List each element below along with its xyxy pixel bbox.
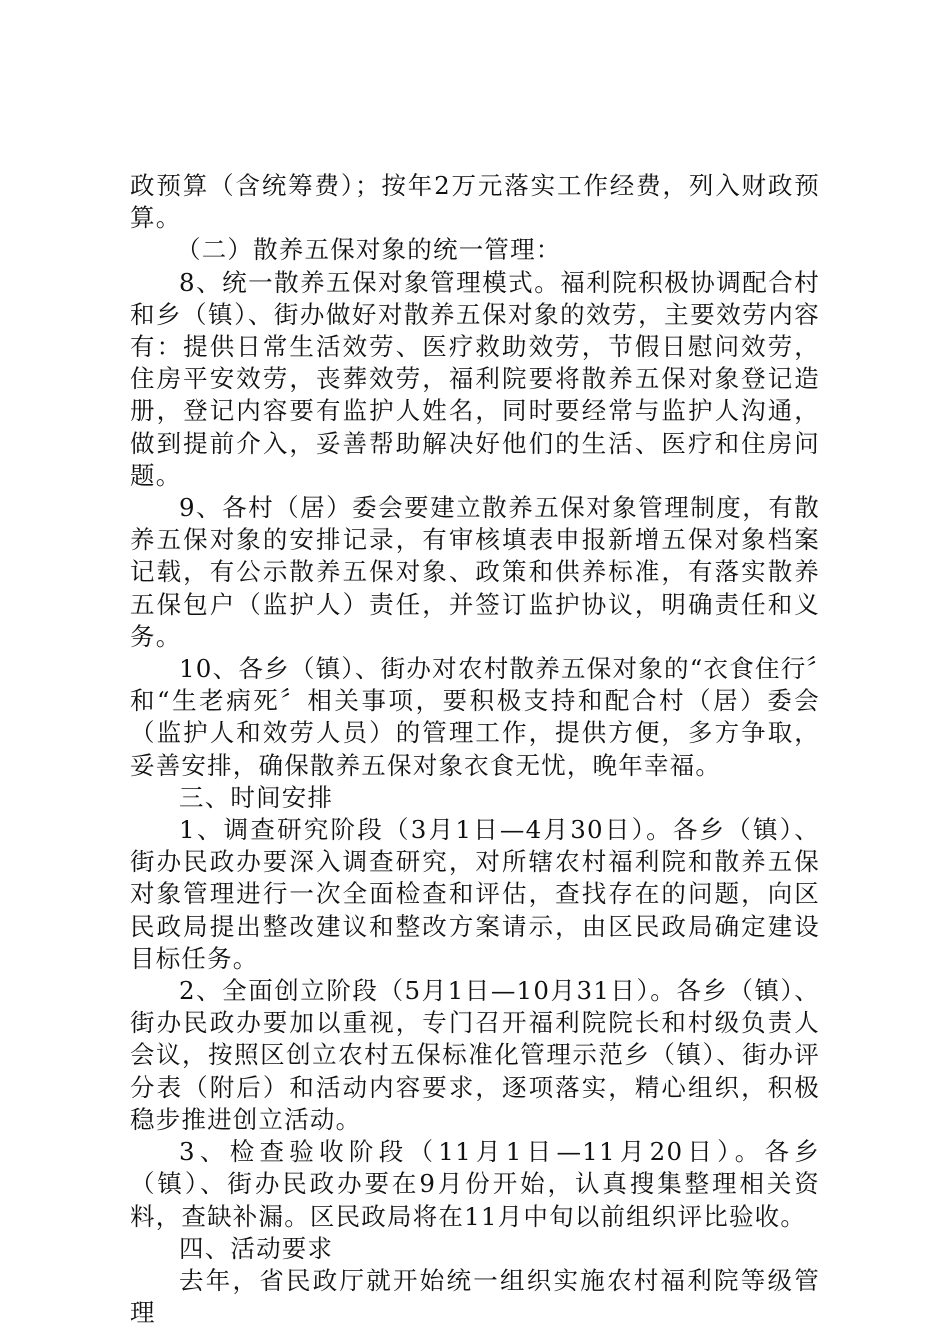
paragraph-item-10: 10、各乡（镇）、街办对农村散养五保对象的“衣食住行〞和“生老病死〞相关事项，要积极支持和配合村（居）委会（监护人和效劳人员）的管理工作，提供方便，多方争取，妥善安排，确保散养五保对象衣食无忧，晚年幸福。 xyxy=(130,654,820,780)
paragraph-requirements-intro: 去年，省民政厅就开始统一组织实施农村福利院等级管理 xyxy=(130,1265,820,1328)
paragraph-item-9: 9、各村（居）委会要建立散养五保对象管理制度，有散养五保对象的安排记录，有审核填表申报新增五保对象档案记载，有公示散养五保对象、政策和供养标准，有落实散养五保包户（监护人）责任，并签订监护协议，明确责任和义务。 xyxy=(130,493,820,651)
section-heading-scattered-management: （二）散养五保对象的统一管理： xyxy=(176,235,562,265)
paragraph-stage-3: 3、检查验收阶段（11月1日—11月20日）。各乡（镇）、街办民政办要在9月份开始，认真搜集整理相关资料，查缺补漏。区民政局将在11月中旬以前组织评比验收。 xyxy=(130,1137,820,1231)
document-body xyxy=(130,170,820,1329)
paragraph-item-8: 8、统一散养五保对象管理模式。福利院积极协调配合村和乡（镇）、街办做好对散养五保对象的效劳，主要效劳内容有：提供日常生活效劳、医疗救助效劳，节假日慰问效劳，住房平安效劳，丧葬效劳，福利院要将散养五保对象登记造册，登记内容要有监护人姓名，同时要经常与监护人沟通，做到提前介入，妥善帮助解决好他们的生活、医疗和住房问题。 xyxy=(130,267,820,490)
paragraph-budget-continuation: 政预算（含统筹费）；按年2万元落实工作经费，列入财政预算。 xyxy=(130,171,820,233)
section-heading-time-schedule: 三、时间安排 xyxy=(179,782,334,812)
paragraph-stage-1: 1、调查研究阶段（3月1日—4月30日）。各乡（镇）、街办民政办要深入调查研究，对所辖农村福利院和散养五保对象管理进行一次全面检查和评估，查找存在的问题，向区民政局提出整改建议和整改方案请示，由区民政局确定建设目标任务。 xyxy=(130,815,820,973)
section-heading-requirements: 四、活动要求 xyxy=(179,1233,334,1263)
paragraph-stage-2: 2、全面创立阶段（5月1日—10月31日）。各乡（镇）、街办民政办要加以重视，专门召开福利院院长和村级负责人会议，按照区创立农村五保标准化管理示范乡（镇）、街办评分表（附后）和活动内容要求，逐项落实，精心组织，积极稳步推进创立活动。 xyxy=(130,976,820,1134)
